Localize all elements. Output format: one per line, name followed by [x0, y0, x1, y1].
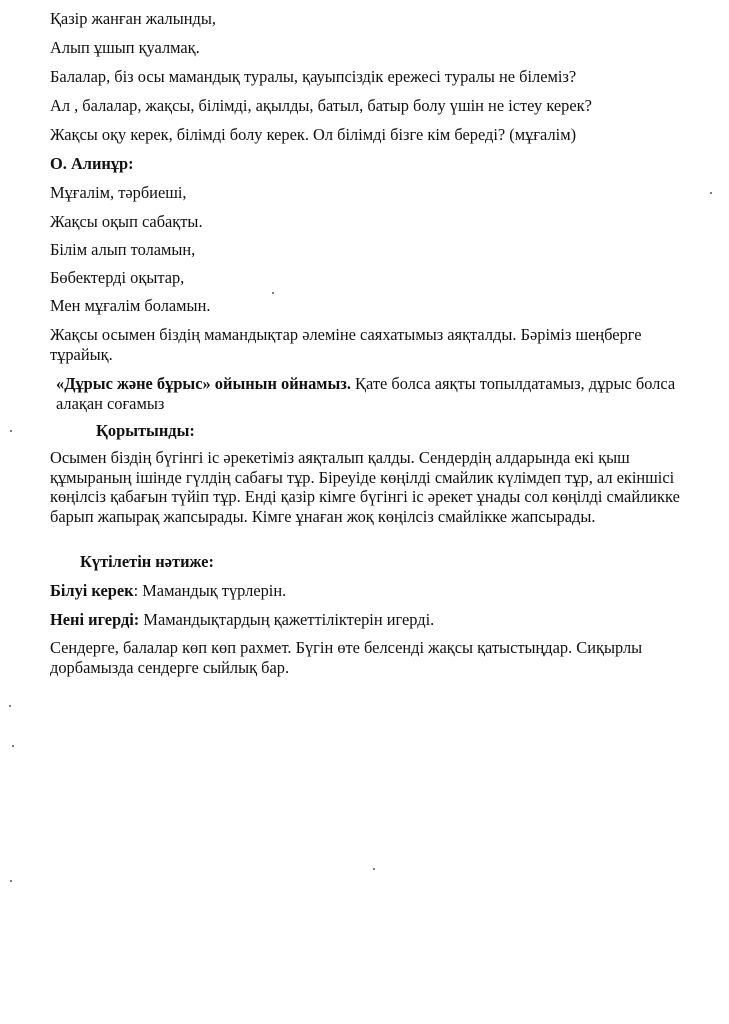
text-line: Жақсы оқу керек, білімді болу керек. Ол білімді бізге кім береді? (мұғалім) — [50, 125, 577, 144]
learned-text: Мамандықтардың қажеттіліктерін игерді. — [139, 610, 435, 629]
conclusion-paragraph: Осымен біздің бүгінгі іс әрекетіміз аяқталып қалды. Сендердің алдарында екі қыш құмыраның ішінде гүлдің сабағы тұр. Біреуіде көңілді смайлик күлімдеп тұр, ал екіншісі көңілсіз қабағын түйіп тұр. Енді қазір кімге бүгінгі іс әрекет ұнады сол көңілді смайликке барып жапырақ жапсырады. Кімге ұнаған жоқ көңілсіз смайлікке жапсырады. — [50, 448, 680, 526]
knowledge-label: Білуі керек — [50, 581, 134, 600]
expected-result-heading: Күтілетін нәтиже: — [80, 552, 214, 571]
game-rules: Қате болса аяқты топылдатамыз, дұрыс болса алақан соғамыз — [56, 374, 676, 413]
scan-speck — [12, 745, 14, 747]
scan-speck — [710, 192, 712, 194]
scan-speck — [10, 880, 12, 882]
text-line: Балалар, біз осы мамандық туралы, қауыпсіздік ережесі туралы не білеміз? — [50, 67, 577, 86]
poem-line: Білім алып толамын, — [50, 240, 196, 259]
poem-line: Мұғалім, тәрбиеші, — [50, 183, 187, 202]
scan-speck — [9, 705, 11, 707]
thanks-paragraph: Сендерге, балалар көп көп рахмет. Бүгін өте белсенді жақсы қатыстыңдар. Сиқырлы дорбамызда сендерге сыйлық бар. — [50, 638, 643, 677]
scan-speck — [373, 868, 375, 870]
learned-label: Нені игерді: — [50, 610, 140, 629]
scan-speck — [10, 430, 12, 432]
poem-line: Бөбектерді оқытар, — [50, 268, 185, 287]
game-title: «Дұрыс және бұрыс» ойынын ойнамыз. — [56, 374, 351, 393]
text-line: Алып ұшып қуалмақ. — [50, 38, 200, 57]
learned-line — [50, 610, 434, 630]
text-line: Ал , балалар, жақсы, білімді, ақылды, батыл, батыр болу үшін не істеу керек? — [50, 96, 592, 115]
text-line: Қазір жанған жалынды, — [50, 9, 216, 28]
poem-line: Мен мұғалім боламын. — [50, 296, 211, 315]
scan-speck — [272, 292, 274, 294]
game-paragraph — [56, 374, 682, 413]
knowledge-text: : Мамандық түрлерін. — [133, 581, 287, 600]
travel-paragraph: Жақсы осымен біздің мамандықтар әлеміне саяхатымыз аяқталды. Бәріміз шеңберге тұрайық. — [50, 325, 642, 364]
poem-line: Жақсы оқып сабақты. — [50, 212, 203, 231]
conclusion-heading: Қорытынды: — [96, 421, 195, 440]
knowledge-line — [50, 581, 286, 601]
speaker-name: О. Алинұр: — [50, 154, 134, 173]
